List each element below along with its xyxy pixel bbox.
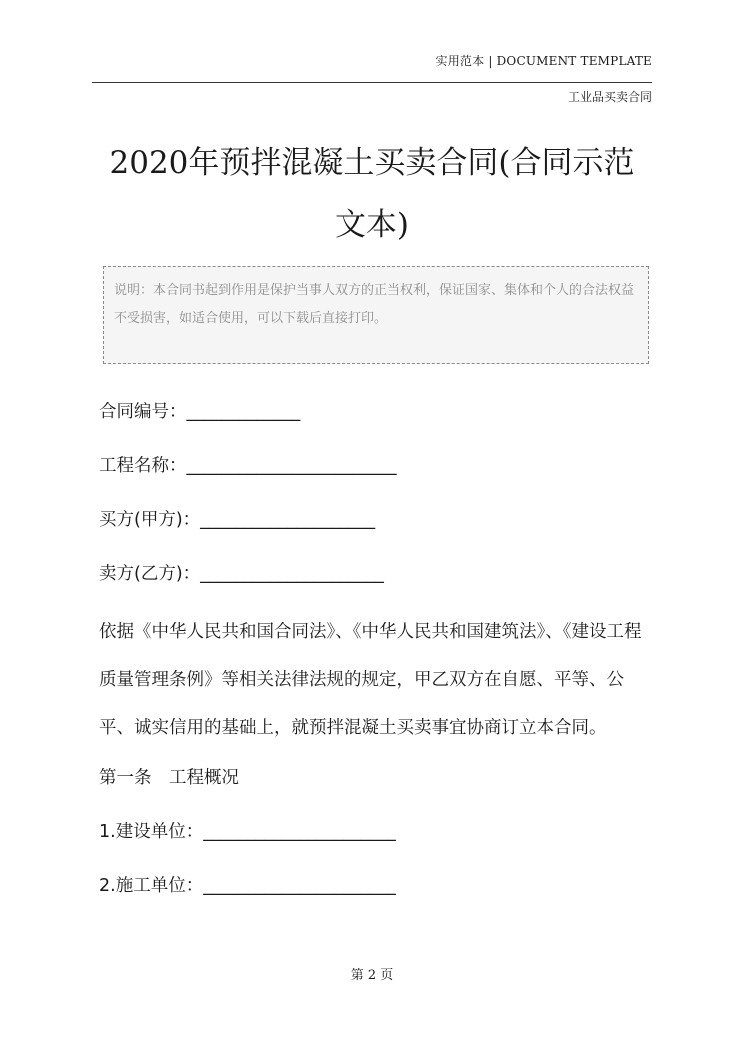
field-label: 买方(甲方)： <box>99 510 201 530</box>
field-label: 1.建设单位： <box>99 822 204 842</box>
fill-in-blank: ______________________ <box>203 876 396 896</box>
fill-in-blank: ____________________ <box>200 510 376 530</box>
fill-in-blank: ________________________ <box>186 456 397 476</box>
document-body <box>99 392 652 920</box>
preamble-paragraph: 依据《中华人民共和国合同法》、《中华人民共和国建筑法》、《建设工程质量管理条例》等相关法律法规的规定，甲乙双方在自愿、平等、公平、诚实信用的基础上，就预拌混凝土买卖事宜协商订立本合同。 <box>99 622 642 738</box>
fill-in-blank: ______________________ <box>203 822 396 842</box>
builder-field <box>99 812 652 866</box>
header-divider <box>92 82 652 83</box>
usage-note-box <box>103 266 649 364</box>
field-label: 卖方(乙方)： <box>99 564 201 584</box>
fill-in-blank: _____________ <box>186 402 301 422</box>
usage-note-text: 说明：本合同书起到作用是保护当事人双方的正当权利，保证国家、集体和个人的合法权益不受损害，如适合使用，可以下载后直接打印。 <box>114 283 635 326</box>
buyer-field <box>99 500 652 554</box>
page-number: 第 2 页 <box>350 968 394 983</box>
document-title: 2020年预拌混凝土买卖合同(合同示范文本) <box>109 145 635 243</box>
contract-number-field <box>99 392 652 446</box>
header-document-tag: 实用范本 | DOCUMENT TEMPLATE <box>435 54 652 68</box>
contractor-field <box>99 866 652 920</box>
seller-field <box>99 554 652 608</box>
field-label: 2.施工单位： <box>99 876 204 896</box>
field-label: 合同编号： <box>99 402 187 422</box>
project-name-field <box>99 446 652 500</box>
section-heading: 第一条 工程概况 <box>99 768 239 788</box>
header-category: 工业品买卖合同 <box>567 90 652 104</box>
fill-in-blank: _____________________ <box>200 564 384 584</box>
field-label: 工程名称： <box>99 456 187 476</box>
